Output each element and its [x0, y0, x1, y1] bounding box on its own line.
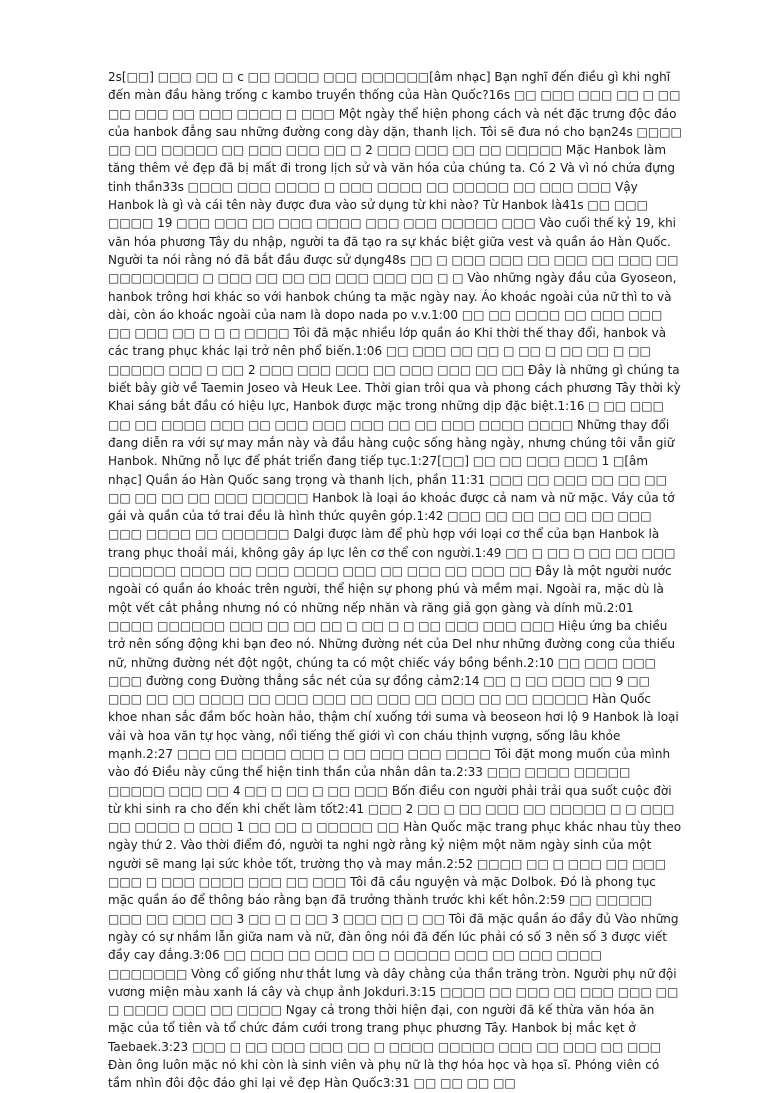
transcript-paragraph: 2s[□□] □□□ □□ □ c □□ □□□□ □□□ □□□□□□[âm nhạc] Bạn nghĩ đến điều gì khi nghĩ đến màn đầu hàng trống c kambo truyền thống của Hàn Quốc?16s □□ □□□ □□□ □□ □ □□ □□ □□□ □□ □□□ □□□□ □ □□□ Một ngày thể hiện phong cách và nét đặc trưng độc đáo của hanbok đẳng sau những đường cong dày dặn, thanh lịch. Tôi sẽ đưa nó cho bạn24s □□□□ □□ □□ □□□□□ □□ □□□ □□□ □□ □ 2 □□□ □□□ □□ □□ □□□□□ Mặc Hanbok làm tăng thêm vẻ đẹp đã bị mất đi trong lịch sử và văn hóa của chúng ta. Có 2 Và vì nó chứa đựng tinh thần33s □□□□ □□□ □□□□ □ □□□ □□□□ □□ □□□□□ □□ □□□ □□□ Vậy Hanbok là gì và cái tên này được đưa vào sử dụng từ khi nào? Từ Hanbok là41s □□ □□□ □□□□ 19 □□□ □□□ □□ □□□ □□□□ □□□ □□□ □□□□□ □□□ Vào cuối thế kỷ 19, khi văn hóa phương Tây du nhập, người ta đã tạo ra sự khác biệt giữa vest và quần áo Hàn Quốc. Người ta nói rằng nó đã bắt đầu được sử dụng48s □□ □ □□□ □□□ □□ □□□ □□ □□□ □□ □□□□□□□□ □ □□□ □□ □□ □□ □□□ □□□ □□ □ □ Vào những ngày đầu của Gyoseon, hanbok trông hơi khác so với hanbok chúng ta mặc ngày nay. Áo khoác ngoài của nữ thì to và dài, còn áo khoác ngoài của nam là dopo nada po v.v.1:00 □□ □□ □□□□ □□ □□□ □□□ □□ □□□ □□ □ □ □ □□□□ Tôi đã mặc nhiều lớp quần áo Khi thời thế thay đổi, hanbok và các trang phục khác lại trở nên phổ biến.1:06 □□ □□□ □□ □□ □ □□ □ □□ □□ □ □□ □□□□□ □□□ □ □□ 2 □□□ □□□ □□□ □□ □□□ □□□ □□ □□ Đây là những gì chúng ta biết bây giờ về Taemin Joseo và Heuk Lee. Thời gian trôi qua và phong cách phương Tây thời kỳ Khai sáng bắt đầu có hiệu lực, Hanbok được mặc trong những dịp đặc biệt.1:16 □ □□ □□□ □□ □□ □□□□ □□□ □□ □□□ □□□ □□□ □□ □□ □□□ □□□□ □□□□ Những thay đổi đang diễn ra với sự may mắn này và đầu hàng cuộc sống hàng ngày, nhưng chúng tôi vẫn giữ Hanbok. Những nỗ lực để phát triển đang tiếp tục.1:27[□□] □□ □□ □□□ □□□ 1 □[âm nhạc] Quần áo Hàn Quốc sang trọng và thanh lịch, phần 11:31 □□□ □□ □□□ □□ □□ □□ □□ □□ □□ □□ □□□ □□□□□ Hanbok là loại áo khoác được cả nam và nữ mặc. Váy của tớ gái và quần của tớ trai đều là hình thức quyên góp.1:42 □□□ □□ □□ □□ □□ □□ □□□ □□□ □□□□ □□ □□□□□□ Dalgi được làm để phù hợp với loại cơ thể của bạn Hanbok là trang phục thoải mái, không gây áp lực lên cơ thể con người.1:49 □□ □ □□ □ □□ □□ □□□ □□□□□□ □□□□ □□ □□□ □□□□ □□□ □□ □□□ □□ □□□ □□ Đây là một người nước ngoài có quần áo khoác trên người, thể hiện sự phong phú và mềm mại. Ngoài ra, mặc dù là một vết cắt phẳng nhưng nó có những nếp nhăn và răng giả gọn gàng và dính mũ.2:01 □□□□ □□□□□□ □□□ □□ □□ □□ □ □□ □ □ □□ □□□ □□□ □□□ Hiệu ứng ba chiều trở nên sống động khi bạn đeo nó. Những đường nét của Del như những đường cong của thiếu nữ, những đường nét đột ngột, chúng ta có một chiếc váy bồng bềnh.2:10 □□ □□□ □□□ □□□ đường cong Đường thẳng sắc nét của sự đồng cảm2:14 □□ □ □□ □□□ □□ 9 □□ □□□ □□ □□ □□□□ □□ □□□ □□□ □□ □□□ □□ □□□ □□ □□ □□□□□ Hàn Quốc khoe nhan sắc đầm bốc hoàn hảo, thậm chí xuống tới suma và beoseon hơi lộ 9 Hanbok là loại vải và hoa văn tự học vàng, nổi tiếng thế giới vì con cháu thịnh vượng, sống lâu khỏe mạnh.2:27 □□□ □□ □□□□ □□□ □ □□ □□□ □□□ □□□□ Tôi đặt mong muốn của mình vào đó Điều này cũng thể hiện tinh thần của nhân dân ta.2:33 □□□ □□□□ □□□□□ □□□□□ □□□ □□ 4 □□ □ □□ □ □□ □□□ Bốn điều con người phải trải qua suốt cuộc đời từ khi sinh ra cho đến khi chết làm tốt2:41 □□□ 2 □□ □ □□ □□□ □□ □□□□□ □ □ □□□ □□ □□□□ □ □□□ 1 □□ □□ □ □□□□□ □□ Hàn Quốc mặc trang phục khác nhau tùy theo ngày thứ 2. Vào thời điểm đó, người ta nghi ngờ rằng kỷ niệm một năm ngày sinh của một người sẽ mang lại sức khỏe tốt, trường thọ và may mắn.2:52 □□□□ □□ □ □□□ □□ □□□ □□□ □ □□□ □□□□ □□□ □□ □□□ Tôi đã cầu nguyện và mặc Dolbok. Đó là phong tục mặc quần áo để thông báo rằng bạn đã trưởng thành trước khi kết hôn.2:59 □□ □□□□□ □□□ □□ □□□ □□ 3 □□ □ □ □□ 3 □□□ □□ □ □□ Tôi đã mặc quần áo đầy đủ Vào những ngày có sự nhầm lẫn giữa nam và nữ, đàn ông nói đã đến lúc phải có số 3 nên số 3 được viết đầy cay đắng.3:06 □□ □□□ □□ □□□ □□ □ □□□□□ □□□ □□ □□□ □□□□ □□□□□□□ Vòng cổ giống như thắt lưng và dây chằng của thần trăng tròn. Người phụ nữ đội vương miện màu xanh lá cây và chụp ảnh Jokduri.3:15 □□□□ □□ □□□ □□ □□□ □□□ □□ □ □□□□ □□□ □□ □□□□ Ngay cả trong thời hiện đại, con người đã kế thừa văn hóa ăn mặc của tổ tiên và tổ chức đám cưới trong trang phục phương Tây. Hanbok bị mắc kẹt ở Taebaek.3:23 □□□ □ □□ □□□ □□□ □□ □ □□□□ □□□□□ □□□ □□ □□□ □□ □□□ Đàn ông luôn mặc nó khi còn là sinh viên và phụ nữ là thợ hóa học và họa sĩ. Phóng viên có tầm nhìn đôi độc đáo ghi lại vẻ đẹp Hàn Quốc3:31 □□ □□ □□ □□ [108, 70, 682, 1091]
